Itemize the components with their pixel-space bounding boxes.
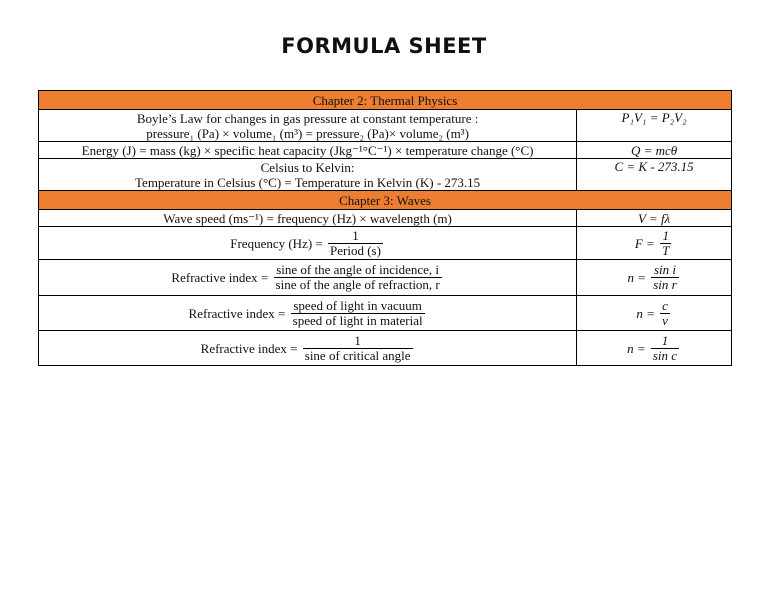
fraction-numerator: 1 xyxy=(660,229,671,244)
formula-lhs: n = xyxy=(627,340,646,356)
formula-lhs: n = xyxy=(627,270,646,285)
refractive-lhs: Refractive index = xyxy=(171,270,269,285)
fraction-numerator: 1 xyxy=(328,229,383,244)
boyle-line-2: pressure₁ (Pa) × volume₁ (m³) = pressure₂ (Pa)× volume₂ (m³) xyxy=(146,125,469,141)
table-row xyxy=(39,331,732,366)
wave-speed-formula: V = fλ xyxy=(577,210,732,227)
table-row xyxy=(39,260,732,296)
table-row xyxy=(39,210,732,227)
refractive-lhs: Refractive index = xyxy=(188,305,286,321)
refractive-index-incidence-description xyxy=(39,260,577,296)
fraction-numerator: c xyxy=(662,297,668,313)
page-title: FORMULA SHEET xyxy=(281,34,487,58)
formula-lhs: n = xyxy=(636,305,655,321)
refractive-critical-formula xyxy=(577,331,732,366)
formula-fraction xyxy=(660,229,671,258)
formula-fraction xyxy=(651,263,678,292)
frequency-formula xyxy=(577,227,732,260)
celsius-line-1: Celsius to Kelvin: xyxy=(260,159,355,175)
boyle-line-1: Boyle’s Law for changes in gas pressure at constant temperature : xyxy=(136,110,479,126)
refractive-fraction xyxy=(303,334,413,363)
fraction-denominator: speed of light in material xyxy=(292,312,423,328)
fraction-numerator: sin i xyxy=(651,263,678,278)
fraction-numerator: speed of light in vacuum xyxy=(291,299,425,314)
energy-formula: Q = mcθ xyxy=(577,142,732,159)
refractive-lhs: Refractive index = xyxy=(200,340,298,356)
table-row xyxy=(39,296,732,331)
refractive-fraction xyxy=(291,299,425,328)
fraction-denominator: v xyxy=(662,312,668,328)
boyle-description xyxy=(39,110,577,142)
section-heading-text: Chapter 2: Thermal Physics xyxy=(39,91,732,110)
celsius-line-2: Temperature in Celsius (°C) = Temperature in Kelvin (K) - 273.15 xyxy=(135,174,481,190)
table-row xyxy=(39,142,732,159)
formula-lhs: F = xyxy=(634,235,655,251)
fraction-numerator: 1 xyxy=(303,334,413,349)
frequency-fraction xyxy=(328,229,383,258)
table-row xyxy=(39,227,732,260)
table-row xyxy=(39,110,732,142)
formula-fraction xyxy=(651,334,679,363)
formula-table xyxy=(38,88,732,366)
fraction-denominator: sin r xyxy=(653,277,677,292)
fraction-numerator: 1 xyxy=(651,334,679,349)
refractive-index-critical-description xyxy=(39,331,577,366)
table-row xyxy=(39,159,732,191)
refractive-incidence-formula xyxy=(577,260,732,296)
formula-fraction xyxy=(660,299,670,328)
fraction-denominator: Period (s) xyxy=(330,242,381,258)
fraction-denominator: T xyxy=(662,242,670,258)
fraction-denominator: sine of the angle of refraction, r xyxy=(275,277,440,292)
frequency-description xyxy=(39,227,577,260)
celsius-formula: C = K - 273.15 xyxy=(577,159,732,191)
section-heading-thermal xyxy=(39,91,732,110)
frequency-lhs: Frequency (Hz) = xyxy=(230,235,323,251)
wave-speed-description: Wave speed (ms⁻¹) = frequency (Hz) × wavelength (m) xyxy=(39,210,577,227)
fraction-denominator: sin c xyxy=(652,347,678,363)
refractive-speed-formula xyxy=(577,296,732,331)
celsius-description xyxy=(39,159,577,191)
section-heading-text: Chapter 3: Waves xyxy=(39,191,732,210)
refractive-index-speed-description xyxy=(39,296,577,331)
boyle-formula: P₁V₁ = P₂V₂ xyxy=(577,110,732,142)
refractive-fraction xyxy=(274,263,442,292)
energy-description: Energy (J) = mass (kg) × specific heat capacity (Jkg⁻¹°C⁻¹) × temperature change (°C) xyxy=(39,142,577,159)
fraction-denominator: sine of critical angle xyxy=(304,347,411,363)
section-heading-waves xyxy=(39,191,732,210)
fraction-numerator: sine of the angle of incidence, i xyxy=(274,263,442,278)
